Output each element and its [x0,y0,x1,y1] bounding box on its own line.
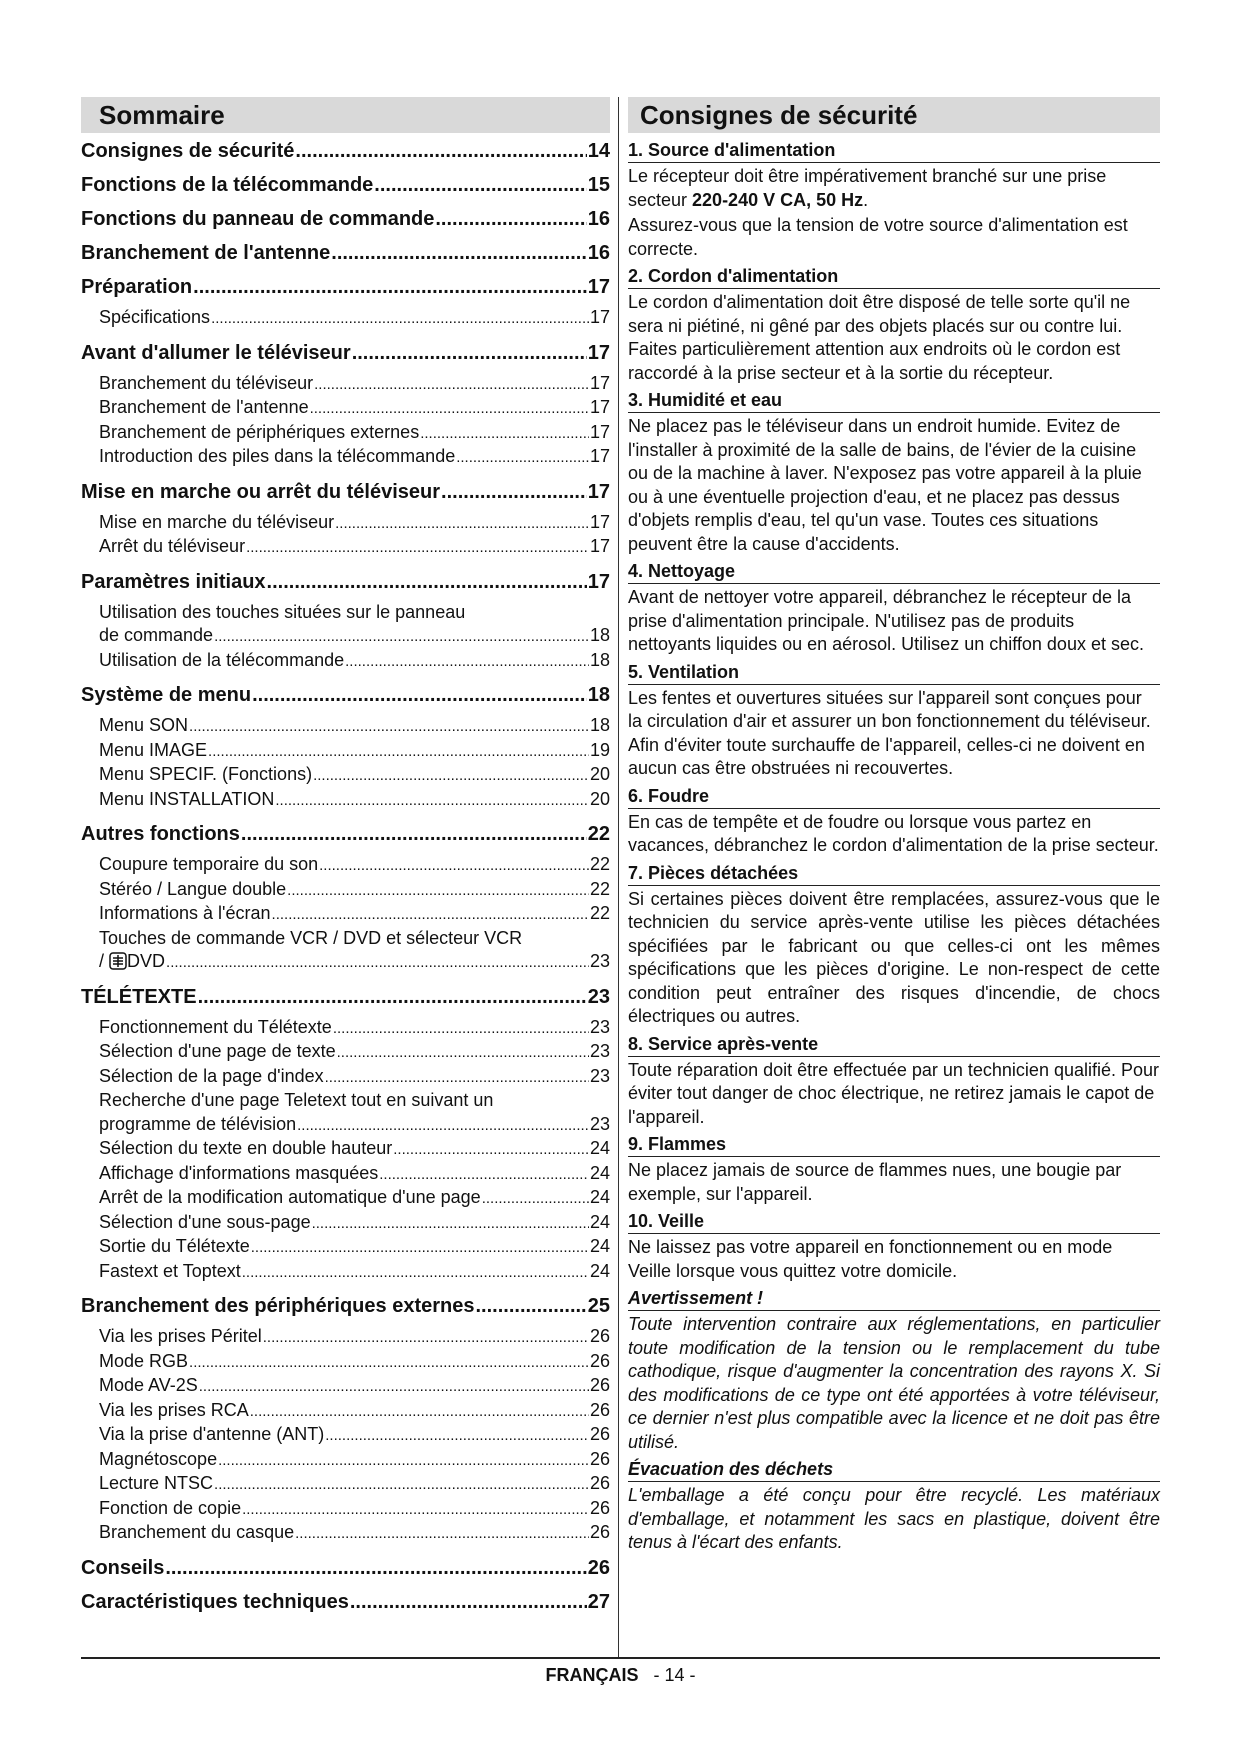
toc-leader-dots [319,853,589,878]
toc-leader-dots [214,1472,589,1497]
toc-sub-entry[interactable] [99,372,610,397]
toc-sub-entry[interactable] [99,1448,610,1473]
toc-entry-label: Préparation [81,276,193,298]
toc-entry-label: Menu IMAGE [99,739,208,760]
toc-entry-label: Menu SPECIF. (Fonctions) [99,764,313,784]
toc-entry[interactable] [81,173,610,197]
safety-section-text: Ne laissez pas votre appareil en fonctionnement ou en mode Veille lorsque vous quittez votre domicile. [628,1237,1113,1281]
toc-leader-dots [435,207,586,231]
toc-entry-label: Autres fonctions [81,823,240,845]
toc-entry-label: Sélection de la page d'index [99,1065,324,1086]
toc-leader-dots [198,985,587,1009]
page-number: - 14 - [653,1665,696,1685]
toc-entry-label: Stéréo / Langue double [99,878,287,899]
toc-page-number: 17 [589,397,610,417]
toc-leader-dots [393,1137,589,1162]
toc-leader-dots [333,1016,589,1041]
safety-section-heading: 2. Cordon d'alimentation [628,265,1160,289]
toc-entry-label: Mode RGB [99,1350,189,1371]
safety-section-text: Si certaines pièces doivent être remplacées, assurez-vous que le technicien du service après-vente utilise les pièces détachées spécifiées par le fabricant ou que celles-ci ont les mêmes spécifications que les pièces d'origine. Le non-respect de cette condition peut entraîner des risques d'incendie, de chocs électriques ou autres. [628,888,1160,1026]
toc-entry-label: Sortie du Télétexte [99,1236,250,1256]
toc-sub-entry[interactable] [99,1374,610,1399]
safety-section-heading: 7. Pièces détachées [628,862,1160,886]
toc-sub-entry[interactable] [99,714,610,739]
page-footer [0,1665,1241,1686]
toc-sub-entry[interactable] [99,1521,610,1546]
toc-leader-dots [420,421,589,446]
toc-leader-dots [272,902,589,927]
toc-sub-entry[interactable] [99,421,610,446]
toc-sub-entry[interactable] [99,1113,610,1138]
toc-page-number: 26 [589,1473,610,1493]
toc-entry-label: Introduction des piles dans la télécommande [99,446,456,466]
toc-entry-label: Paramètres initiaux [81,570,266,593]
toc-entry-label: Branchement de l'antenne [99,397,309,417]
toc-leader-dots [456,445,589,470]
toc-page-number: 17 [589,307,610,327]
toc-sub-entry[interactable] [99,1016,610,1041]
toc-entry-label: de commande [99,625,214,645]
toc-page-number: 23 [589,1041,610,1061]
toc-leader-dots [275,788,589,813]
toc-page-number: 17 [587,570,610,593]
table-of-contents [81,97,610,1614]
toc-page-number: 23 [589,951,610,971]
safety-section-heading: 6. Foudre [628,785,1160,809]
toc-page-number: 18 [589,715,610,735]
toc-page-number: 24 [589,1260,610,1281]
toc-entry-label: Branchement du casque [99,1522,295,1542]
toc-page-number: 22 [587,823,610,845]
toc-entry-label: Arrêt du téléviseur [99,536,246,556]
toc-page-number: 20 [589,788,610,809]
toc-page-number: 17 [587,276,610,298]
toc-entry-label: Mise en marche du téléviseur [99,511,335,532]
toc-entry-label: Branchement des périphériques externes [81,1295,475,1317]
toc-page-number: 16 [587,242,610,264]
safety-section-text: Les fentes et ouvertures situées sur l'appareil sont conçues pour la circulation d'air et assurer un bon fonctionnement du téléviseur. Afin d'éviter toute surchauffe de l'appareil, celles-ci ne doivent en aucun cas être obstruées ni recouvertes. [628,687,1151,778]
safety-section-text: Le cordon d'alimentation doit être disposé de telle sorte qu'il ne sera ni piétiné, ni gêné par des objets placés sur ou contre lui. Faites particulièrement attention aux endroits où le cordon est raccordé à la prise secteur et à la sortie du récepteur. [628,292,1131,383]
toc-sub-entry[interactable] [99,739,610,764]
toc-sub-entry[interactable] [99,902,610,927]
toc-entry-label: Sélection d'une page de texte [99,1041,336,1061]
toc-sub-entry[interactable] [99,624,610,649]
toc-entry-label: Branchement de l'antenne [81,242,331,264]
toc-entry-label: Menu SON [99,715,189,735]
toc-entry-label: Magnétoscope [99,1448,218,1469]
toc-page-number: 19 [589,739,610,760]
safety-section-heading: 5. Ventilation [628,661,1160,685]
toc-entry[interactable] [81,241,610,265]
toc-entry[interactable] [81,1556,610,1580]
toc-page-number: 17 [587,341,610,364]
safety-section-heading: 3. Humidité et eau [628,389,1160,413]
toc-entry[interactable] [81,139,610,163]
toc-leader-dots [295,139,586,163]
toc-entry-label: Fonctions du panneau de commande [81,208,435,230]
safety-section-text: Ne placez pas le téléviseur dans un endroit humide. Evitez de l'installer à proximité de la salle de bains, de l'évier de la cuisine ou de la machine à laver. N'exposez pas votre appareil à la pluie ou à une éventuelle projection d'eau, et ne placez pas dessus d'objets remplis d'eau, tel qu'un vase. Toutes ces situations peuvent être la cause d'accidents. [628,416,1142,554]
toc-sub-entry[interactable] [99,1325,610,1350]
toc-entry-label: Menu INSTALLATION [99,788,275,809]
toc-leader-dots [242,1260,589,1285]
toc-sub-entry[interactable] [99,649,610,674]
toc-entry[interactable] [81,480,610,504]
toc-leader-dots [250,1399,589,1424]
toc-sub-entry[interactable] [99,950,610,975]
toc-leader-dots [214,624,589,649]
safety-section-text: Toute intervention contraire aux réglementations, en particulier toute modification de la tension ou le remplacement du tube cathodique, risque d'augmenter la concentration des rayons X. Si des modifications de ce type ont été apportées à votre téléviseur, ce dernier n'est plus compatible avec la licence et ne doit pas être utilisé. [628,1314,1160,1452]
toc-leader-dots [331,241,586,265]
toc-sub-entry[interactable] [99,878,610,903]
toc-entry-label: Mode AV-2S [99,1375,198,1395]
toc-leader-dots [165,1556,586,1580]
toc-page-number: 26 [589,1375,610,1395]
toc-sub-entry[interactable]: Recherche d'une page Teletext tout en suivant un [99,1090,494,1110]
toc-entry[interactable] [81,1590,610,1614]
toc-page-number: 23 [589,1113,610,1134]
safety-section-heading: 10. Veille [628,1210,1160,1234]
toc-sub-entry[interactable] [99,763,610,788]
toc-entry-label: Sélection d'une sous-page [99,1211,311,1232]
toc-sub-entry[interactable] [99,1065,610,1090]
toc-page-number: 18 [589,649,610,670]
safety-title: Consignes de sécurité [628,97,1160,133]
toc-entry[interactable] [81,570,610,594]
safety-list [628,139,1160,1555]
toc-sub-entry[interactable] [99,1211,610,1236]
toc-leader-dots [374,173,586,197]
safety-section-text: En cas de tempête et de foudre ou lorsque vous partez en vacances, débranchez le cordon d'alimentation de la prise secteur. [628,811,1159,855]
toc-entry-label: Affichage d'informations masquées [99,1162,379,1183]
safety-instructions [628,97,1160,1555]
toc-entry-label: Caractéristiques techniques [81,1590,349,1613]
toc-leader-dots [189,1350,589,1375]
toc-leader-dots [313,763,589,788]
toc-sub-entry[interactable] [99,788,610,813]
safety-section-text: Assurez-vous que la tension de votre source d'alimentation est correcte. [628,215,1128,259]
safety-section-text: L'emballage a été conçu pour être recyclé. Les matériaux d'emballage, et notamment les sacs en plastique, doivent être tenus à l'écart des enfants. [628,1485,1160,1552]
toc-entry-label: Fonctions de la télécommande [81,174,374,196]
toc-sub-entry[interactable] [99,306,610,331]
safety-section-heading: 9. Flammes [628,1133,1160,1157]
toc-page-number: 17 [589,536,610,556]
toc-sub-entry[interactable] [99,1497,610,1522]
toc-sub-entry[interactable]: Touches de commande VCR / DVD et sélecteur VCR [99,927,523,948]
toc-entry-label: Mise en marche ou arrêt du téléviseur [81,480,441,503]
toc-list [81,139,610,1614]
toc-entry-label: Informations à l'écran [99,903,271,923]
toc-page-number: 26 [589,1448,610,1469]
toc-entry[interactable] [81,275,610,299]
toc-leader-dots [252,683,587,707]
toc-sub-entry[interactable] [99,511,610,536]
safety-section-heading: 1. Source d'alimentation [628,139,1160,163]
toc-leader-dots [246,535,589,560]
toc-sub-entry[interactable] [99,1186,610,1211]
column-divider [618,97,619,1657]
toc-page-number: 26 [589,1522,610,1542]
toc-sub-entry[interactable] [99,853,610,878]
toc-leader-dots [218,1448,589,1473]
toc-entry[interactable] [81,1294,610,1318]
toc-entry-label: Via les prises Péritel [99,1326,262,1346]
toc-page-number: 26 [587,1556,610,1579]
toc-entry-label: / DVD [99,951,166,971]
toc-sub-entry[interactable] [99,1235,610,1260]
toc-entry-label: Branchement du téléviseur [99,372,314,393]
toc-sub-entry[interactable] [99,1162,610,1187]
toc-page-number: 24 [589,1187,610,1207]
toc-leader-dots [287,878,589,903]
toc-page-number: 17 [589,446,610,466]
toc-page-number: 18 [589,625,610,645]
toc-page-number: 17 [589,421,610,442]
toc-leader-dots [325,1423,589,1448]
toc-sub-entry[interactable] [99,1472,610,1497]
toc-leader-dots [350,1590,587,1614]
toc-leader-dots [325,1065,589,1090]
toc-page-number: 17 [589,511,610,532]
toc-entry-label: programme de télévision [99,1113,297,1134]
toc-entry-label: Fastext et Toptext [99,1260,241,1281]
toc-entry-label: Consignes de sécurité [81,140,295,162]
toc-entry[interactable] [81,341,610,365]
safety-section-text: Le récepteur doit être impérativement branché sur une prise secteur 220-240 V CA, 50 Hz. [628,166,1107,210]
toc-page-number: 16 [587,208,610,230]
toc-sub-entry[interactable] [99,396,610,421]
toc-leader-dots [337,1040,589,1065]
toc-entry-label: Via la prise d'antenne (ANT) [99,1424,325,1444]
toc-page-number: 26 [589,1399,610,1420]
toc-leader-dots [345,649,589,674]
toc-page-number: 26 [589,1497,610,1518]
toc-leader-dots [241,822,587,846]
toc-sub-entry[interactable] [99,1423,610,1448]
toc-leader-dots [482,1186,589,1211]
toc-entry-label: Fonction de copie [99,1497,242,1518]
toc-entry-label: Système de menu [81,684,252,706]
toc-page-number: 25 [587,1295,610,1317]
toc-leader-dots [199,1374,589,1399]
safety-section-text: Avant de nettoyer votre appareil, débranchez le récepteur de la prise d'alimentation principale. N'utilisez pas de produits nettoyants liquides ou en aérosol. Utilisez un chiffon doux et sec. [628,587,1144,654]
toc-page-number: 20 [589,764,610,784]
safety-section-heading: 4. Nettoyage [628,560,1160,584]
toc-page-number: 27 [587,1590,610,1613]
toc-entry-label: Lecture NTSC [99,1473,214,1493]
toc-entry-label: Sélection du texte en double hauteur [99,1138,393,1158]
toc-page-number: 24 [589,1138,610,1158]
toc-page-number: 14 [587,140,610,162]
toc-leader-dots [166,950,589,975]
toc-page-number: 18 [587,684,610,706]
toc-entry[interactable] [81,822,610,846]
toc-leader-dots [251,1235,589,1260]
toc-page-number: 26 [589,1424,610,1444]
toc-entry-label: TÉLÉTEXTE [81,985,197,1008]
toc-entry-label: Coupure temporaire du son [99,854,319,874]
toc-title: Sommaire [81,97,610,133]
footer-rule [81,1657,1160,1659]
toc-page-number: 26 [589,1350,610,1371]
toc-entry[interactable] [81,207,610,231]
toc-leader-dots [242,1497,589,1522]
toc-leader-dots [193,275,587,299]
toc-entry-label: Fonctionnement du Télétexte [99,1016,332,1037]
toc-page-number: 26 [589,1326,610,1346]
toc-entry-label: Avant d'allumer le téléviseur [81,341,351,364]
toc-leader-dots [211,306,589,331]
toc-leader-dots [475,1294,586,1318]
toc-entry-label: Spécifications [99,307,211,327]
toc-page-number: 23 [587,985,610,1008]
toc-page-number: 22 [589,854,610,874]
toc-page-number: 24 [589,1162,610,1183]
toc-leader-dots [310,396,589,421]
toc-leader-dots [314,372,589,397]
toc-page-number: 15 [587,174,610,196]
toc-leader-dots [263,1325,589,1350]
safety-section-heading: Évacuation des déchets [628,1458,1160,1482]
safety-section-heading: Avertissement ! [628,1287,1160,1311]
toc-entry-label: Branchement de périphériques externes [99,421,420,442]
toc-page-number: 17 [589,372,610,393]
toc-sub-entry[interactable] [99,1040,610,1065]
toc-entry-label: Conseils [81,1556,165,1579]
toc-sub-entry[interactable]: Utilisation des touches situées sur le panneau [99,601,466,622]
footer-language: FRANÇAIS [545,1665,639,1685]
toc-sub-entry[interactable] [99,1350,610,1375]
toc-leader-dots [352,341,587,365]
toc-entry-label: Via les prises RCA [99,1399,249,1420]
toc-entry[interactable] [81,985,610,1009]
toc-page-number: 24 [589,1211,610,1232]
toc-page-number: 22 [589,878,610,899]
toc-sub-entry[interactable] [99,1137,610,1162]
toc-entry[interactable] [81,683,610,707]
toc-sub-entry[interactable] [99,535,610,560]
toc-leader-dots [295,1521,589,1546]
safety-section-text: Ne placez jamais de source de flammes nues, une bougie par exemple, sur l'appareil. [628,1160,1122,1204]
toc-leader-dots [267,570,587,594]
toc-page-number: 23 [589,1065,610,1086]
teletext-icon [109,952,127,970]
toc-page-number: 17 [587,480,610,503]
safety-section-text: Toute réparation doit être effectuée par un technicien qualifié. Pour éviter tout danger de choc électrique, ne retirez jamais le capot de l'appareil. [628,1059,1160,1127]
toc-sub-entry[interactable] [99,1260,610,1285]
toc-leader-dots [441,480,587,504]
toc-entry-label: Utilisation de la télécommande [99,649,345,670]
toc-page-number: 23 [589,1016,610,1037]
toc-leader-dots [379,1162,589,1187]
toc-page-number: 24 [589,1236,610,1256]
toc-sub-entry[interactable] [99,1399,610,1424]
safety-section-heading: 8. Service après-vente [628,1033,1160,1057]
toc-sub-entry[interactable] [99,445,610,470]
toc-entry-label: Arrêt de la modification automatique d'une page [99,1187,481,1207]
toc-leader-dots [297,1113,589,1138]
toc-leader-dots [312,1211,589,1236]
toc-leader-dots [335,511,589,536]
toc-leader-dots [189,714,589,739]
toc-page-number: 22 [589,903,610,923]
toc-leader-dots [208,739,589,764]
